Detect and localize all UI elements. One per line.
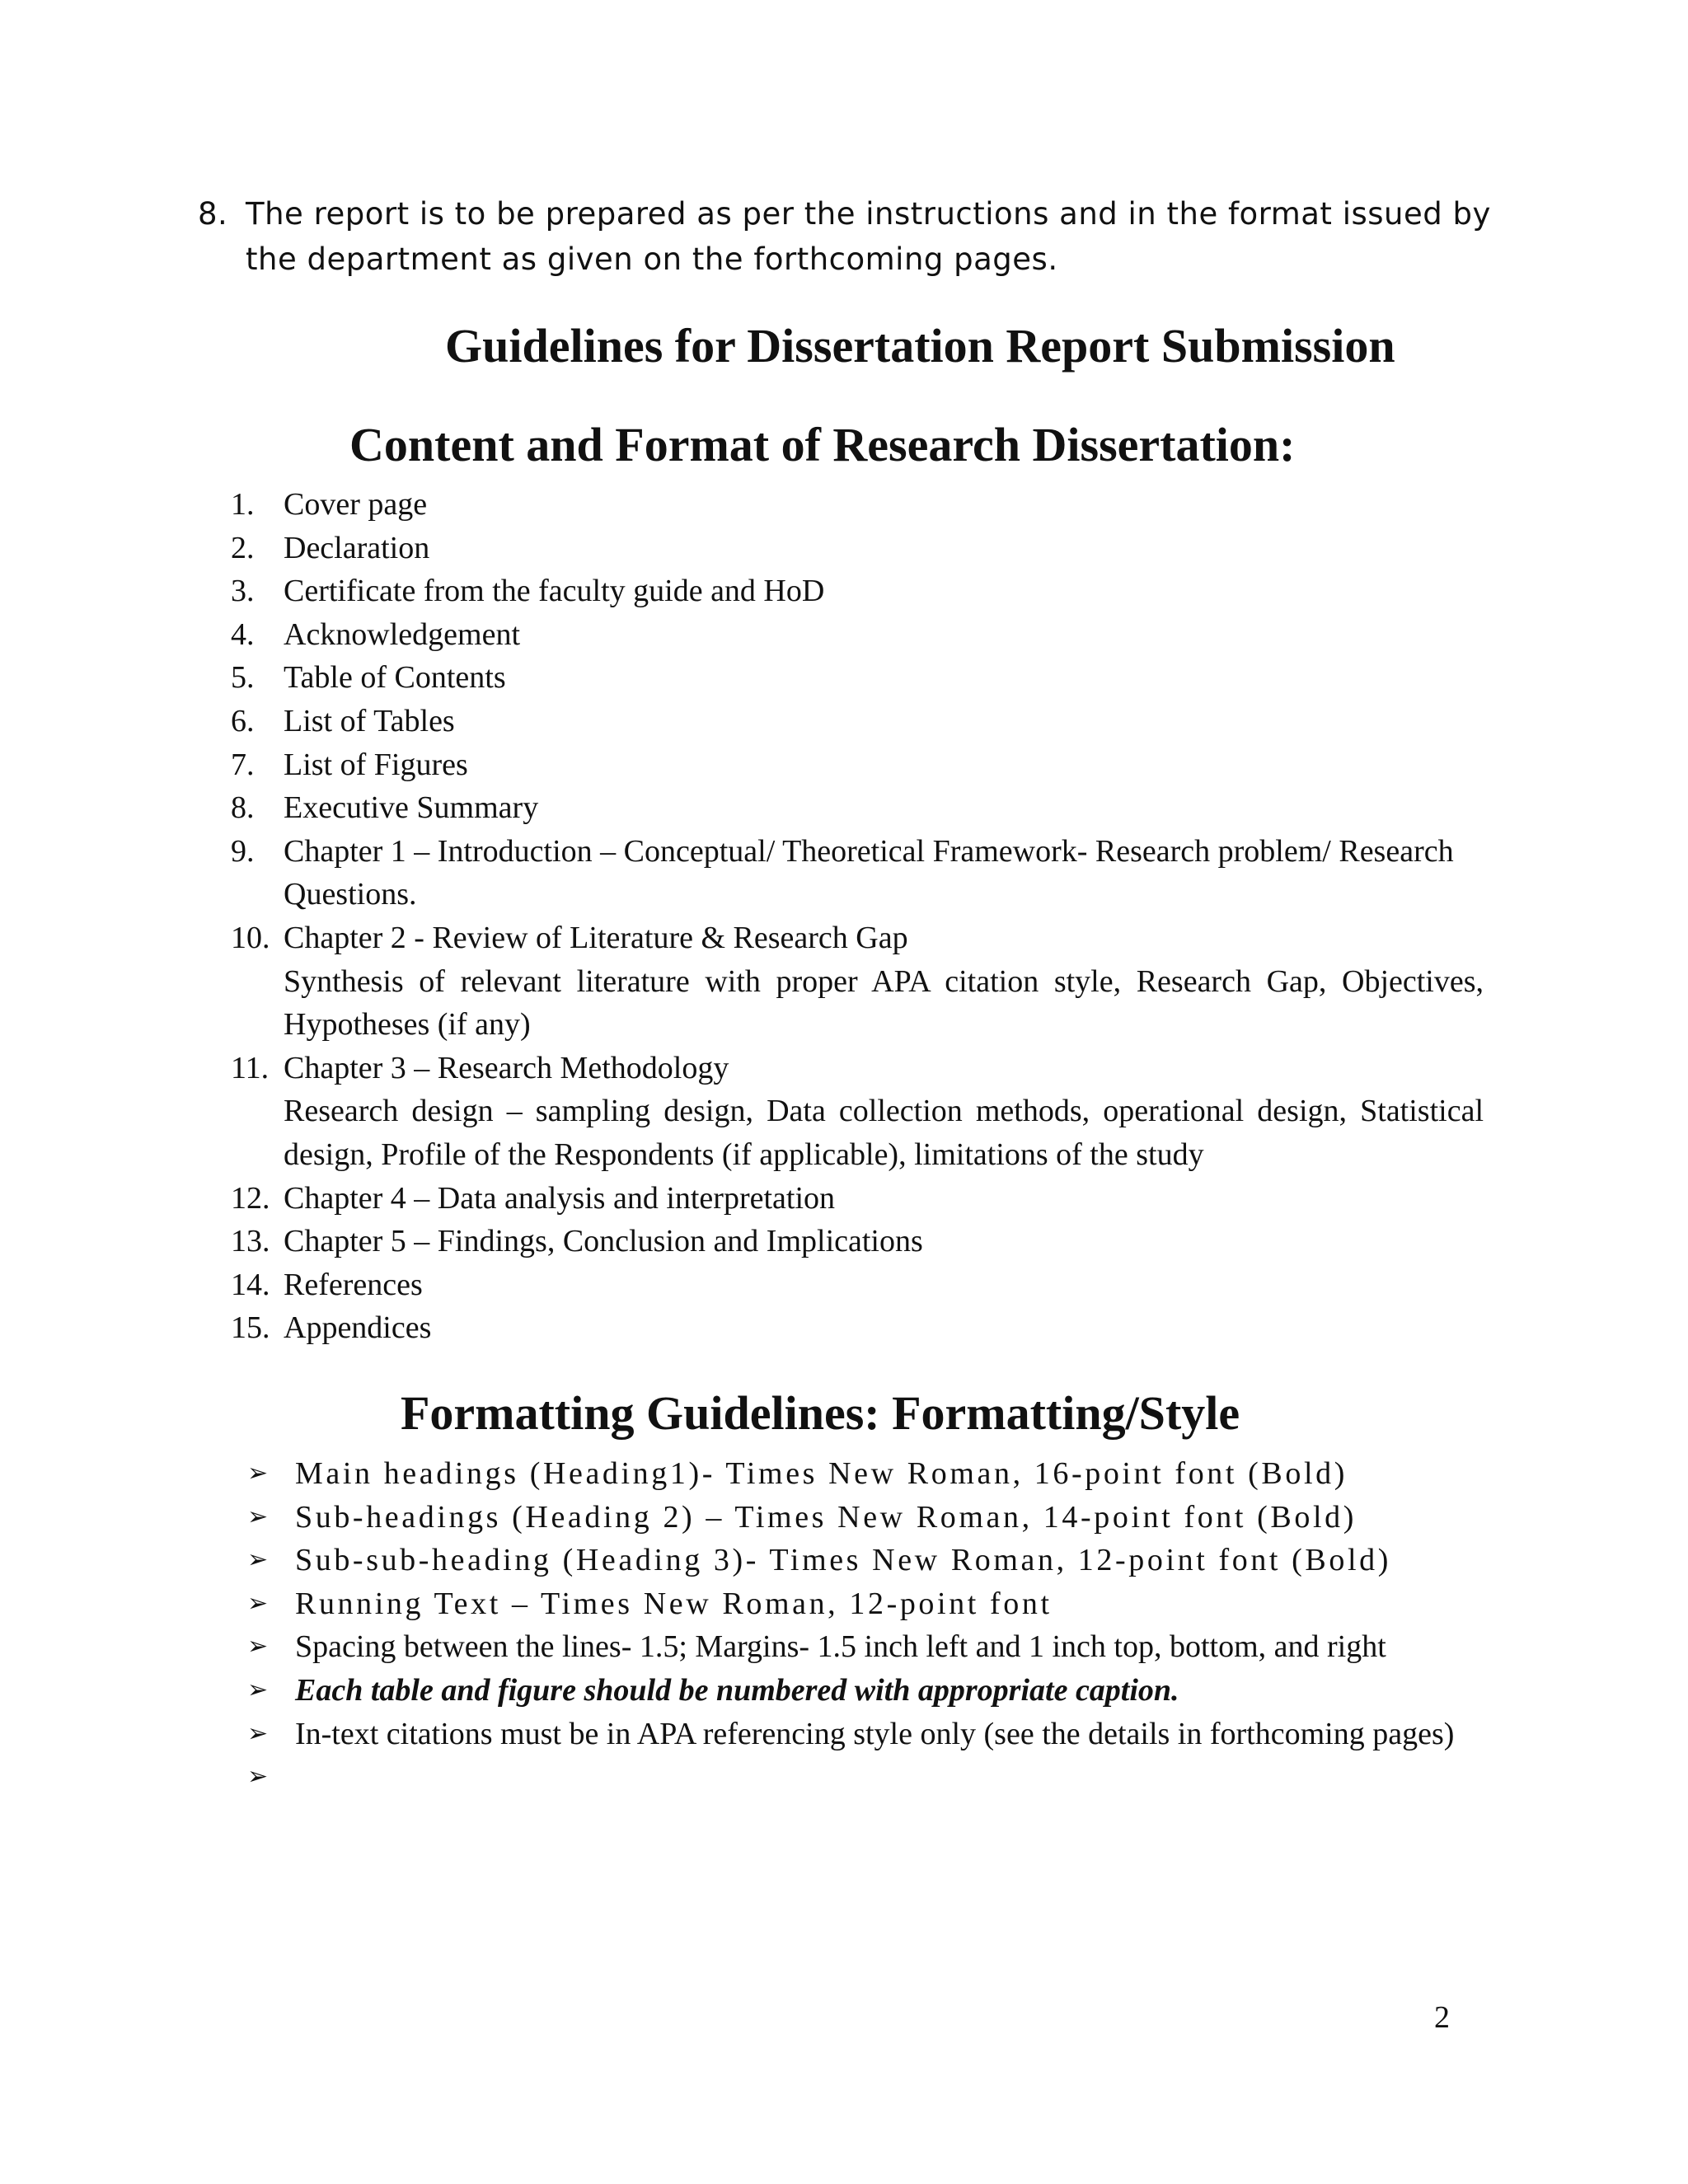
arrow-bullet-icon: ➢ (247, 1588, 269, 1618)
list-item-text: Acknowledgement (284, 616, 521, 652)
list-item-number: 11. (231, 1050, 270, 1085)
list-item (231, 483, 1484, 527)
list-item-text: Chapter 4 – Data analysis and interpretation (284, 1180, 836, 1216)
list-item-text: Chapter 5 – Findings, Conclusion and Implications (284, 1224, 923, 1259)
intro-text: The report is to be prepared as per the instructions and in the format issued by the department as given on the forthcoming pages. (246, 196, 1491, 277)
list-item (231, 916, 1484, 1047)
content-heading: Content and Format of Research Dissertation: (349, 418, 1296, 471)
content-list (231, 483, 1484, 1350)
list-item (231, 743, 1484, 787)
list-item (247, 1496, 1484, 1540)
list-item-number: 5. (231, 660, 255, 696)
formatting-heading: Formatting Guidelines: Formatting/Style (401, 1386, 1240, 1440)
list-item-number: 4. (231, 616, 255, 652)
list-item (231, 569, 1484, 613)
list-item-text: Appendices (284, 1310, 432, 1346)
list-item-number: 14. (231, 1267, 270, 1302)
list-item (231, 527, 1484, 570)
list-item (247, 1755, 1484, 1799)
list-item-text: Cover page (284, 487, 428, 522)
list-item (231, 1047, 1484, 1177)
list-item-text: Chapter 3 – Research Methodology (284, 1050, 729, 1085)
list-item (231, 700, 1484, 743)
arrow-bullet-icon: ➢ (247, 1545, 269, 1575)
arrow-bullet-icon: ➢ (247, 1675, 269, 1704)
list-item (247, 1625, 1484, 1669)
list-item-number: 2. (231, 530, 255, 565)
list-item-text: List of Figures (284, 747, 468, 782)
list-item-number: 12. (231, 1180, 270, 1216)
list-item (231, 1220, 1484, 1263)
list-item-text: List of Tables (284, 703, 455, 738)
list-item-text: Spacing between the lines- 1.5; Margins- 1.5 inch left and 1 inch top, bottom, and right (295, 1629, 1386, 1665)
list-item-text: Chapter 2 - Review of Literature & Research Gap (284, 920, 908, 955)
list-item (247, 1539, 1484, 1582)
list-item-text: Main headings (Heading1)- Times New Roman, 16-point font (Bold) (295, 1456, 1348, 1491)
list-item-text: Table of Contents (284, 660, 506, 696)
list-item-text: Running Text – Times New Roman, 12-point font (295, 1586, 1053, 1621)
list-item-number: 1. (231, 487, 255, 522)
list-item-number: 6. (231, 703, 255, 738)
list-item (231, 656, 1484, 700)
list-item (231, 786, 1484, 830)
arrow-bullet-icon: ➢ (247, 1718, 269, 1748)
list-item (231, 830, 1484, 916)
list-item-text: In-text citations must be in APA referencing style only (see the details in forthcoming pages) (295, 1716, 1455, 1751)
list-item (231, 1177, 1484, 1221)
intro-paragraph (198, 191, 1517, 282)
arrow-bullet-icon: ➢ (247, 1459, 269, 1488)
guidelines-heading: Guidelines for Dissertation Report Submission (445, 319, 1395, 373)
intro-number: 8. (198, 196, 228, 232)
list-item-detail: Research design – sampling design, Data collection methods, operational design, Statistical design, Profile of the Respondents (if applicable), limitations of the study (284, 1094, 1484, 1172)
list-item (247, 1713, 1484, 1756)
list-item-detail: Synthesis of relevant literature with proper APA citation style, Research Gap, Objectives, Hypotheses (if any) (284, 963, 1484, 1043)
list-item-number: 9. (231, 833, 255, 869)
list-item-text (295, 1760, 303, 1794)
formatting-list (247, 1452, 1484, 1799)
list-item-text: Sub-headings (Heading 2) – Times New Roman, 14-point font (Bold) (295, 1499, 1357, 1535)
list-item-text: Chapter 1 – Introduction – Conceptual/ Theoretical Framework- Research problem/ Research Questions. (284, 833, 1454, 912)
list-item-number: 13. (231, 1224, 270, 1259)
list-item-number: 10. (231, 920, 270, 955)
arrow-bullet-icon: ➢ (247, 1632, 269, 1661)
list-item (247, 1582, 1484, 1626)
arrow-bullet-icon: ➢ (247, 1762, 269, 1792)
list-item-text: Each table and figure should be numbered with appropriate caption. (295, 1672, 1179, 1708)
list-item-text: Declaration (284, 530, 430, 565)
list-item (247, 1452, 1484, 1496)
list-item-number: 3. (231, 574, 255, 609)
list-item-text: Executive Summary (284, 790, 539, 826)
list-item (231, 1306, 1484, 1350)
list-item (247, 1669, 1484, 1713)
list-item (231, 613, 1484, 657)
list-item-text: References (284, 1267, 423, 1302)
list-item-number: 15. (231, 1310, 270, 1346)
arrow-bullet-icon: ➢ (247, 1502, 269, 1531)
list-item-text: Certificate from the faculty guide and HoD (284, 574, 825, 609)
page-number: 2 (1434, 2000, 1450, 2035)
list-item-number: 8. (231, 790, 255, 826)
list-item-number: 7. (231, 747, 255, 782)
list-item (231, 1263, 1484, 1307)
list-item-text: Sub-sub-heading (Heading 3)- Times New Roman, 12-point font (Bold) (295, 1543, 1391, 1578)
